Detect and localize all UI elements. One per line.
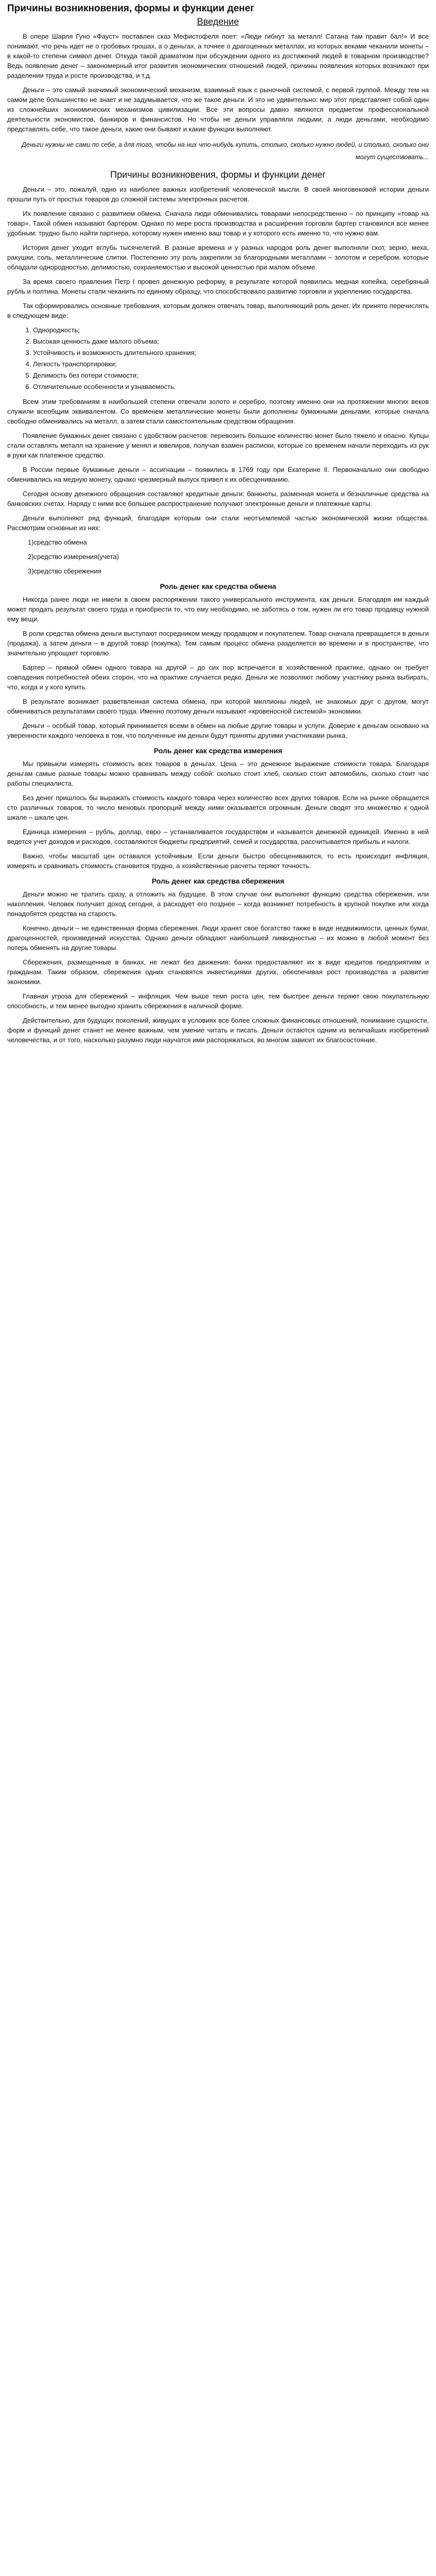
list-item: 4. Легкость транспортировки; [33, 359, 429, 369]
paragraph: Действительно, для будущих поколений, живущих в условиях все более сложных финансовых отношений, понимание сущности, форм и функций денег станет не менее важным, чем умение читать и писать. Деньги остаются одним из величайших изобретений человечества, и от того, насколько разумно люди научатся ими распоряжаться, во многом зависит их благосостояние. [7, 1016, 429, 1044]
paragraph: Деньги можно не тратить сразу, а отложить на будущее. В этом случае они выполняют функцию средства сбережения, или накопления. Человек получает доход сегодня, а расходует его позднее – когда возникнет потребность в крупной покупке или когда понадобятся средства на старость. [7, 890, 429, 918]
origin-continued [7, 397, 429, 533]
paragraph: В результате возникает разветвленная система обмена, при которой миллионы людей, не знакомых друг с другом, могут обмениваться результатами своего труда. Именно поэтому деньги называют «кровеносной системой» экономики. [7, 698, 429, 715]
paragraph: Единица измерения – рубль, доллар, евро – устанавливается государством и называется денежной единицей. Именно в ней ведется учет доходов и расходов, составляются бюджеты предприятий, семей и государства, рассчитывается прибыль и налоги. [7, 828, 429, 845]
paragraph: Бартер – прямой обмен одного товара на другой – до сих пор встречается в хозяйственной практике, однако он требует совпадения потребностей обеих сторон, что на практике случается редко. Деньги же позволяют любому участнику рынка выбирать, что, когда и у кого купить. [7, 664, 429, 691]
paragraph: 2)средство измерения(учета) [28, 553, 119, 561]
exchange-section [7, 595, 429, 740]
measure-heading: Роль денег как средства измерения [153, 747, 283, 755]
list-item: 5. Делимость без потери стоимости; [33, 370, 429, 380]
paragraph: Никогда ранее люди не имели в своем распоряжении такого универсального инструмента, как деньги. Благодаря им каждый может продать результат своего труда и приобрести то, что ему необходимо, не заботясь о том, нужен ли его товар продавцу нужной ему вещи. [7, 596, 429, 623]
paragraph: Так сформировались основные требования, которым должен отвечать товар, выполняющий роль денег. Их принято перечислять в следующем виде: [7, 302, 429, 319]
paragraph: В роли средства обмена деньги выступают посредником между продавцом и покупателем. Товар сначала превращается в деньги (продажа), а затем деньги – в другой товар (покупка). Тем самым процесс обмена разделяется во времени и в пространстве, что значительно упрощает торговлю. [7, 630, 429, 657]
list-item: 1. Однородность; [33, 325, 429, 335]
list-item: 6. Отличительные особенности и узнаваемость. [33, 382, 429, 392]
paragraph: 1)средство обмена [28, 538, 87, 546]
paragraph: Главная угроза для сбережений – инфляция. Чем выше темп роста цен, тем быстрее деньги теряют свою покупательную способность, и тем менее выгодно хранить сбережения в наличной форме. [7, 992, 429, 1010]
paragraph: Их появление связано с развитием обмена. Сначала люди обменивались товарами непосредственно – по принципу «товар на товар». Такой обмен называют бартером. Однако по мере роста производства и расширения торговли бартер становился все менее удобным: трудно было найти партнера, которому нужен именно ваш товар и у которого есть именно то, что нужно вам. [7, 210, 429, 237]
paragraph: Деньги – это, пожалуй, одно из наиболее важных изобретений человеческой мысли. В своей многовековой истории деньги прошли путь от простых товаров до сложной системы электронных расчетов. [7, 185, 429, 203]
paragraph: Мы привыкли измерять стоимость всех товаров в деньгах. Цена – это денежное выражение стоимости товара. Благодаря деньгам самые разные товары можно сравнивать между собой: сколько стоит хлеб, сколько стоит автомобиль, сколько стоит час работы специалиста. [7, 760, 429, 787]
paragraph: Деньги – особый товар, который принимается всеми в обмен на любые другие товары и услуги. Доверие к деньгам основано на уверенности каждого человека в том, что полученные им деньги будут приняты другими участниками рынка. [7, 722, 429, 739]
origin-section [7, 184, 429, 320]
paragraph: 3)средство сбережения [28, 567, 101, 575]
document-title: Причины возникновения, формы и функции денег [7, 3, 255, 14]
exchange-heading: Роль денег как средства обмена [160, 582, 276, 590]
savings-section [7, 889, 429, 1045]
list-item: 2. Высокая ценность даже малого объема; [33, 336, 429, 346]
paragraph: За время своего правления Петр I провел денежную реформу, в результате которой появились медная копейка, серебряный рубль и полтина. Монеты стали чеканить по единому образцу, что способствовало развитию торговли и укреплению государства. [7, 278, 429, 295]
paragraph: В опере Шарля Гуно «Фауст» поставлен сказ Мефистофеля поет: «Люди гибнут за металл! Сатана там правит бал!» И все понимают, что речь идет не о гробовых грошах, а о деньгах, а точнее о драгоценных металлах, из которых веками чеканили монеты – в какой-то степени символ денег. Откуда такой драматизм при обсуждении одного из достижений людей в товарном производстве? Ведь появление денег – закономерный итог развития экономических отношений людей, причины появления которых возникают при разделении труда и росте производства, и т.д. [7, 32, 429, 79]
paragraph: В России первые бумажные деньги – ассигнации – появились в 1769 году при Екатерине II. Первоначально они свободно обменивались на медную монету, однако чрезмерный выпуск привел к их обесцениванию. [7, 466, 429, 483]
measure-section [7, 759, 429, 871]
list-item: 3. Устойчивость и возможность длительного хранения; [33, 348, 429, 358]
paragraph: Конечно, деньги – не единственная форма сбережения. Люди хранят свое богатство также в виде недвижимости, ценных бумаг, драгоценностей, произведений искусства. Однако деньги обладают наибольшей ликвидностью – их можно в любой момент без потерь обменять на другие товары. [7, 924, 429, 952]
paragraph: История денег уходит вглубь тысячелетий. В разные времена и у разных народов роль денег выполняли скот, зерно, меха, ракушки, соль, металлические слитки. Постепенно эту роль закрепили за благородными металлами – золотом и серебром, которые обладали однородностью, делимостью, сохраняемостью и высокой ценностью при малом объеме. [7, 244, 429, 271]
paragraph: Появление бумажных денег связано с удобством расчетов: перевозить большое количество монет было тяжело и опасно. Купцы стали оставлять металл на хранение у менял и ювелиров, получая взамен расписки, которые со временем начали переходить из рук в руки как платежное средство. [7, 432, 429, 459]
origin-heading: Причины возникновения, формы и функции денег [110, 170, 326, 180]
paragraph: Без денег пришлось бы выражать стоимость каждого товара через количество всех других товаров. Если на рынке обращается сто различных товаров, то число меновых пропорций между ними оказывается огромным. Деньги сводят это множество к одной шкале – шкале цен. [7, 794, 429, 821]
intro-heading: Введение [197, 16, 239, 27]
paragraph: Деньги выполняют ряд функций, благодаря которым они стали неотъемлемой частью экономической жизни общества. Рассмотрим основные из них: [7, 514, 429, 532]
paragraph: Всем этим требованиям в наибольшей степени отвечали золото и серебро, поэтому именно они на протяжении многих веков служили всеобщим эквивалентом. Со временем металлические монеты были дополнены бумажными деньгами, которые сначала свободно обменивались на металл, а затем стали самостоятельным средством обращения. [7, 398, 429, 425]
intro-section [7, 31, 429, 134]
paragraph: Деньги – это самый значимый экономический механизм, взаимный язык с рыночной системой, с первой группой. Между тем на самом деле большинство не знает и не задумывается, что же такое деньги. И это не удивительно: мир этот представляет собой один из сложнейших экономических механизмов цивилизации. Все эти вопросы давно являются предметом профессиональной деятельности экономистов, банкиров и финансистов. Но чтобы не деньги управляли людьми, а люди деньгами, необходимо представлять себе, что такое деньги, какие они бывают и какие функции выполняют. [7, 86, 429, 133]
paragraph: Сбережения, размещенные в банках, не лежат без движения: банки предоставляют их в виде кредитов предприятиям и гражданам. Таким образом, сбережения одних становятся инвестициями других, обеспечивая рост производства и развитие экономики. [7, 958, 429, 986]
requirements-list [33, 325, 429, 392]
savings-heading: Роль денег как средства сбережения [151, 877, 285, 885]
functions-list [7, 537, 429, 576]
epigraph-quote: Деньги нужны не сами по себе, а для того, чтобы на них что-нибудь купить, столько, сколько нужно людей, и столько, сколько они могут существовать... [21, 141, 429, 161]
paragraph: Сегодня основу денежного обращения составляют кредитные деньги: банкноты, разменная монета и безналичные средства на банковских счетах. Наряду с ними все большее распространение получают электронные деньги и платежные карты. [7, 490, 429, 507]
paragraph: Важно, чтобы масштаб цен оставался устойчивым. Если деньги быстро обесцениваются, то есть происходит инфляция, измерять и сравнивать стоимость становится трудно, а хозяйственные расчеты теряют точность. [7, 852, 429, 870]
